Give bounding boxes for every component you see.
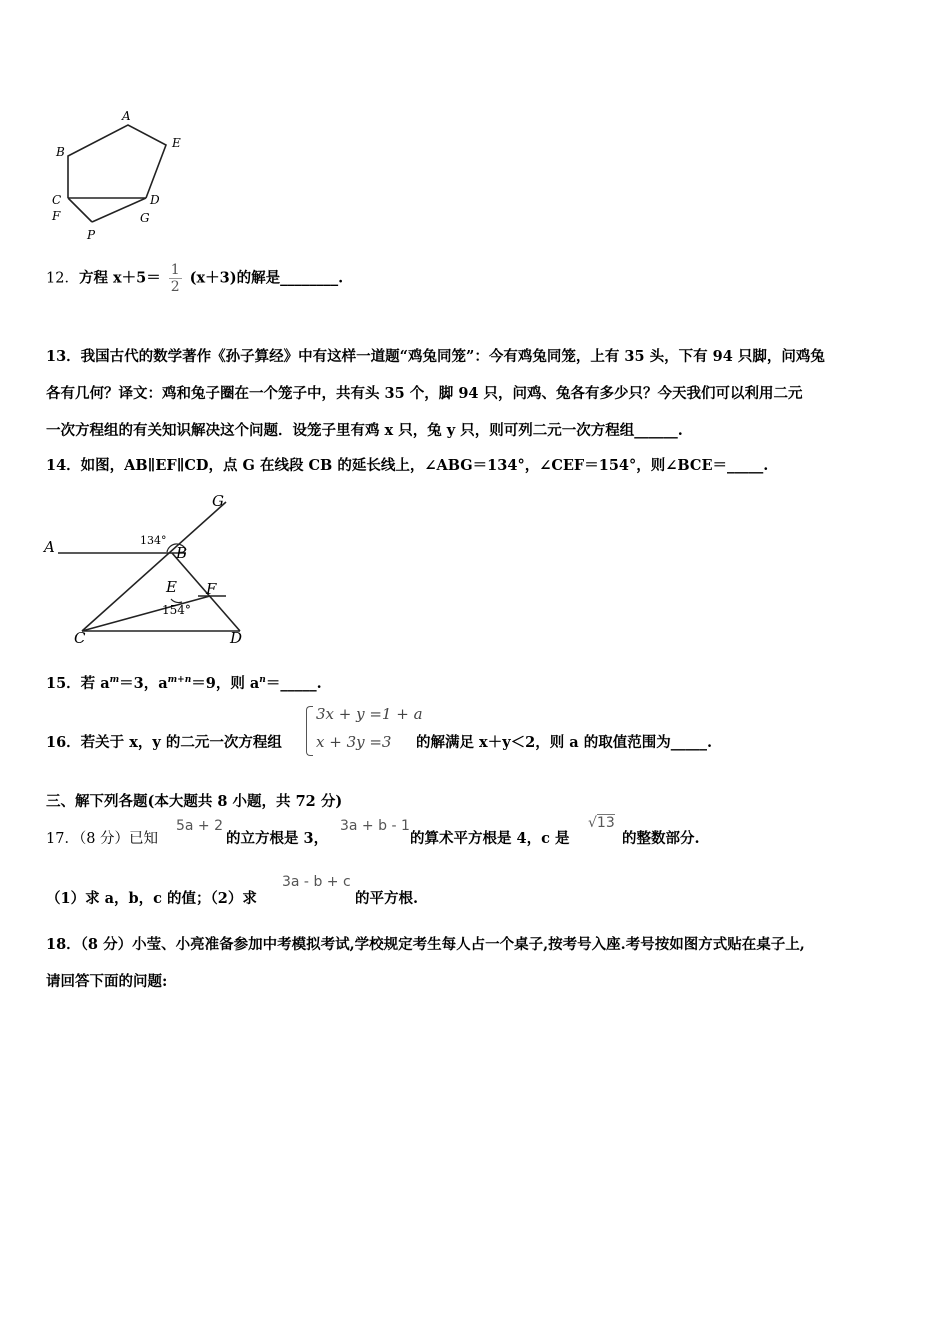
question-15 bbox=[46, 672, 322, 693]
q17-number-text: 17．（8 分）已知 bbox=[46, 831, 159, 847]
q17-formula-1: 5a + 2 bbox=[176, 818, 224, 834]
q13-line-1: 13．我国古代的数学著作《孙子算经》中有这样一道题“鸡兔同笼”：今有鸡兔同笼，上有 35 头，下有 94 只脚，问鸡兔 bbox=[46, 348, 825, 365]
label-c2: C bbox=[74, 629, 86, 647]
q13-line-2: 各有几何？译文：鸡和兔子圈在一个笼子中，共有头 35 个，脚 94 只，问鸡、兔各有多少只？今天我们可以利用二元 bbox=[46, 385, 803, 402]
sqrt-icon: √ bbox=[588, 815, 597, 831]
q12-frac-num: 1 bbox=[170, 262, 180, 278]
q12-frac-den: 2 bbox=[170, 279, 180, 295]
q18-line-2: 请回答下面的问题: bbox=[46, 973, 168, 990]
label-g2: G bbox=[212, 492, 224, 510]
label-b: B bbox=[56, 145, 65, 159]
q12-suffix: (x＋3)的解是________. bbox=[189, 269, 344, 287]
q15-sup-mn: m+n bbox=[167, 675, 192, 686]
q15-mid2: ＝9，则 a bbox=[191, 675, 260, 692]
label-g: G bbox=[140, 211, 150, 225]
q17b-text-1: （1）求 a，b，c 的值；（2）求 bbox=[46, 890, 257, 907]
label-c: C bbox=[52, 193, 62, 207]
q17b-formula: 3a - b + c bbox=[282, 874, 351, 890]
q15-suffix: ＝_____. bbox=[265, 675, 322, 692]
q13-line-3: 一次方程组的有关知识解决这个问题．设笼子里有鸡 x 只，兔 y 只，则可列二元一次方程组______. bbox=[46, 422, 683, 439]
label-f: F bbox=[52, 209, 61, 223]
question-14: 14．如图，AB∥EF∥CD，点 G 在线段 CB 的延长线上，∠ABG＝134°，∠CEF＝154°，则∠BCE＝_____. bbox=[46, 457, 769, 474]
label-a2: A bbox=[44, 538, 55, 556]
label-p: P bbox=[87, 228, 96, 242]
label-b2: B bbox=[176, 544, 188, 562]
q16-suffix: 的解满足 x＋y＜2，则 a 的取值范围为_____. bbox=[416, 734, 712, 751]
section-3-title: 三、解下列各题(本大题共 8 小题，共 72 分) bbox=[46, 793, 343, 810]
angle-154-label: 154° bbox=[162, 603, 191, 617]
q17-number bbox=[46, 827, 158, 848]
q15-prefix: 15．若 a bbox=[46, 675, 110, 692]
q12-number: 12． bbox=[46, 270, 79, 287]
q17b-text-2: 的平方根. bbox=[355, 890, 419, 907]
q15-sup-n: n bbox=[259, 675, 266, 686]
q16-equation-2: x + 3y =3 bbox=[316, 733, 392, 751]
q17-text-1: 的立方根是 3， bbox=[226, 830, 329, 847]
label-d2: D bbox=[230, 629, 243, 647]
parallel-lines-figure bbox=[40, 490, 270, 650]
q17-sqrt-value: 13 bbox=[596, 815, 615, 831]
label-f2: F bbox=[206, 580, 217, 598]
q12-fraction bbox=[169, 262, 182, 295]
label-d: D bbox=[150, 193, 160, 207]
q12-prefix: 方程 x＋5＝ bbox=[78, 269, 161, 287]
q17-sqrt bbox=[588, 815, 615, 831]
q18-line-1: 18．（8 分）小莹、小亮准备参加中考模拟考试,学校规定考生每人占一个桌子,按考号入座.考号按如图方式贴在桌子上, bbox=[46, 936, 805, 953]
q15-sup-m: m bbox=[109, 675, 120, 686]
question-12 bbox=[46, 262, 343, 295]
q17-text-2: 的算术平方根是 4，c 是 bbox=[410, 830, 570, 847]
q16-brace bbox=[306, 706, 313, 756]
q15-mid1: ＝3，a bbox=[119, 675, 168, 692]
label-e: E bbox=[172, 136, 181, 150]
q16-equation-1: 3x + y =1 + a bbox=[316, 705, 423, 723]
label-e2: E bbox=[166, 578, 177, 596]
angle-134-label: 134° bbox=[140, 534, 167, 547]
label-a: A bbox=[122, 109, 131, 123]
pentagon-figure bbox=[40, 100, 210, 245]
q17-text-3: 的整数部分. bbox=[622, 830, 700, 847]
q16-prefix: 16．若关于 x，y 的二元一次方程组 bbox=[46, 734, 282, 751]
q17-formula-2: 3a + b - 1 bbox=[340, 818, 410, 834]
